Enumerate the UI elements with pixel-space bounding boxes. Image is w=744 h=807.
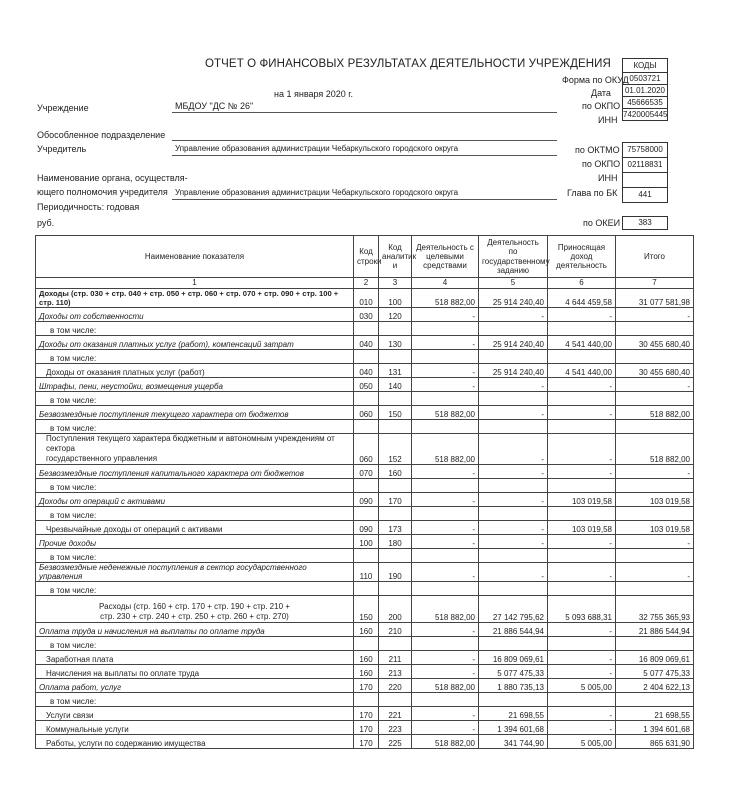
row-name: Доходы (стр. 030 + стр. 040 + стр. 050 + стр. 060 + стр. 070 + стр. 090 + стр. 100 + стр. 110) bbox=[36, 289, 354, 308]
row-targeted: 518 882,00 bbox=[412, 406, 479, 420]
row-targeted bbox=[412, 392, 479, 406]
table-row bbox=[36, 549, 694, 563]
table-row bbox=[36, 679, 694, 693]
row-name-line: государственного управления bbox=[46, 454, 158, 463]
row-total: - bbox=[616, 465, 694, 479]
row-analytic-code bbox=[379, 507, 412, 521]
row-income bbox=[548, 582, 616, 596]
table-row bbox=[36, 721, 694, 735]
row-name: Оплата работ, услуг bbox=[36, 679, 354, 693]
row-income: 4 541 440,00 bbox=[548, 364, 616, 378]
table-row bbox=[36, 493, 694, 507]
row-income bbox=[548, 350, 616, 364]
row-code: 170 bbox=[354, 735, 379, 749]
row-analytic-code bbox=[379, 322, 412, 336]
row-name: Безвозмездные неденежные поступления в сектор государственного управления bbox=[36, 563, 354, 582]
row-targeted bbox=[412, 420, 479, 434]
row-state: 25 914 240,40 bbox=[479, 364, 548, 378]
table-row bbox=[36, 637, 694, 651]
row-total: 518 882,00 bbox=[616, 434, 694, 465]
row-income: - bbox=[548, 406, 616, 420]
code-okpo-1: 45666535 bbox=[623, 97, 667, 109]
row-code bbox=[354, 507, 379, 521]
row-state bbox=[479, 350, 548, 364]
row-code: 160 bbox=[354, 665, 379, 679]
row-targeted bbox=[412, 479, 479, 493]
header-code-analytic: Код аналитик и bbox=[379, 236, 412, 278]
row-name: Штрафы, пени, неустойки, возмещения ущерба bbox=[36, 378, 354, 392]
row-income bbox=[548, 322, 616, 336]
row-total: - bbox=[616, 563, 694, 582]
table-row bbox=[36, 465, 694, 479]
row-name bbox=[36, 596, 354, 623]
row-analytic-code bbox=[379, 582, 412, 596]
row-income: 4 644 459,58 bbox=[548, 289, 616, 308]
row-targeted bbox=[412, 350, 479, 364]
row-state: - bbox=[479, 434, 548, 465]
row-targeted: - bbox=[412, 336, 479, 350]
row-analytic-code bbox=[379, 392, 412, 406]
row-state: 21 886 544,94 bbox=[479, 623, 548, 637]
row-targeted: 518 882,00 bbox=[412, 596, 479, 623]
row-income bbox=[548, 507, 616, 521]
row-state: - bbox=[479, 406, 548, 420]
row-income: - bbox=[548, 623, 616, 637]
row-total: 5 077 475,33 bbox=[616, 665, 694, 679]
row-targeted: - bbox=[412, 378, 479, 392]
row-state bbox=[479, 693, 548, 707]
row-targeted: - bbox=[412, 521, 479, 535]
codes-box-top bbox=[622, 58, 668, 121]
code-oktmo: 75758000 bbox=[623, 143, 667, 158]
row-total: 2 404 622,13 bbox=[616, 679, 694, 693]
row-state bbox=[479, 420, 548, 434]
row-total bbox=[616, 507, 694, 521]
row-total: 21 698,55 bbox=[616, 707, 694, 721]
header-income: Приносящая доход деятельность bbox=[548, 236, 616, 278]
table-row bbox=[36, 707, 694, 721]
header-name: Наименование показателя bbox=[36, 236, 354, 278]
row-income bbox=[548, 420, 616, 434]
row-targeted bbox=[412, 507, 479, 521]
financial-results-table bbox=[35, 235, 694, 749]
row-targeted: - bbox=[412, 721, 479, 735]
row-state bbox=[479, 582, 548, 596]
row-total bbox=[616, 420, 694, 434]
row-state: - bbox=[479, 493, 548, 507]
report-title: ОТЧЕТ О ФИНАНСОВЫХ РЕЗУЛЬТАТАХ ДЕЯТЕЛЬНОСТИ УЧРЕЖДЕНИЯ bbox=[205, 58, 611, 70]
row-targeted: - bbox=[412, 465, 479, 479]
row-total: 865 631,90 bbox=[616, 735, 694, 749]
row-targeted: 518 882,00 bbox=[412, 735, 479, 749]
row-targeted bbox=[412, 322, 479, 336]
row-targeted bbox=[412, 637, 479, 651]
row-state bbox=[479, 392, 548, 406]
row-income: - bbox=[548, 665, 616, 679]
row-name: в том числе: bbox=[36, 392, 354, 406]
row-income: - bbox=[548, 707, 616, 721]
row-analytic-code bbox=[379, 549, 412, 563]
row-total: - bbox=[616, 535, 694, 549]
label-institution: Учреждение bbox=[37, 103, 89, 113]
code-label-okpo-2: по ОКПО bbox=[582, 159, 621, 169]
row-state: 21 698,55 bbox=[479, 707, 548, 721]
row-name bbox=[36, 434, 354, 465]
code-label-okei: по ОКЕИ bbox=[583, 218, 621, 228]
code-label-bk: Глава по БК bbox=[567, 188, 618, 198]
code-inn-1: 7420005445 bbox=[623, 110, 668, 119]
row-name: Коммунальные услуги bbox=[36, 721, 354, 735]
row-name: Оплата труда и начисления на выплаты по оплате труда bbox=[36, 623, 354, 637]
row-total: 30 455 680,40 bbox=[616, 336, 694, 350]
row-name: Услуги связи bbox=[36, 707, 354, 721]
table-row bbox=[36, 507, 694, 521]
row-analytic-code: 190 bbox=[379, 563, 412, 582]
row-state bbox=[479, 549, 548, 563]
row-total: 16 809 069,61 bbox=[616, 651, 694, 665]
row-name: в том числе: bbox=[36, 479, 354, 493]
row-analytic-code: 221 bbox=[379, 707, 412, 721]
row-name: Безвозмездные поступления текущего характера от бюджетов bbox=[36, 406, 354, 420]
code-okei: 383 bbox=[638, 218, 652, 227]
col-number: 1 bbox=[36, 278, 354, 289]
col-number: 4 bbox=[412, 278, 479, 289]
label-unit: руб. bbox=[37, 218, 55, 228]
table-row bbox=[36, 322, 694, 336]
row-code bbox=[354, 322, 379, 336]
row-name: Безвозмездные поступления капитального характера от бюджетов bbox=[36, 465, 354, 479]
codes-box-okei bbox=[622, 216, 668, 230]
code-okpo-2: 02118831 bbox=[623, 158, 667, 173]
row-name: Прочие доходы bbox=[36, 535, 354, 549]
row-analytic-code: 150 bbox=[379, 406, 412, 420]
row-total: 1 394 601,68 bbox=[616, 721, 694, 735]
row-income bbox=[548, 693, 616, 707]
label-authority-2: ющего полномочия учредителя bbox=[37, 187, 168, 197]
row-state: 25 914 240,40 bbox=[479, 336, 548, 350]
table-row bbox=[36, 596, 694, 623]
table-body bbox=[36, 289, 694, 749]
row-targeted: 518 882,00 bbox=[412, 434, 479, 465]
row-code bbox=[354, 549, 379, 563]
row-state: - bbox=[479, 521, 548, 535]
row-total: 30 455 680,40 bbox=[616, 364, 694, 378]
table-row bbox=[36, 651, 694, 665]
row-total bbox=[616, 693, 694, 707]
row-name: в том числе: bbox=[36, 322, 354, 336]
row-code: 040 bbox=[354, 364, 379, 378]
row-income: - bbox=[548, 651, 616, 665]
row-name: Доходы от собственности bbox=[36, 308, 354, 322]
row-targeted bbox=[412, 582, 479, 596]
row-targeted: 518 882,00 bbox=[412, 679, 479, 693]
row-analytic-code: 173 bbox=[379, 521, 412, 535]
row-analytic-code bbox=[379, 693, 412, 707]
row-analytic-code: 120 bbox=[379, 308, 412, 322]
row-code bbox=[354, 637, 379, 651]
row-name: Заработная плата bbox=[36, 651, 354, 665]
row-analytic-code: 213 bbox=[379, 665, 412, 679]
row-analytic-code: 180 bbox=[379, 535, 412, 549]
row-state: - bbox=[479, 465, 548, 479]
row-analytic-code bbox=[379, 350, 412, 364]
row-targeted: - bbox=[412, 651, 479, 665]
row-state: - bbox=[479, 378, 548, 392]
row-analytic-code: 100 bbox=[379, 289, 412, 308]
row-income: - bbox=[548, 434, 616, 465]
row-code: 050 bbox=[354, 378, 379, 392]
row-total: - bbox=[616, 378, 694, 392]
row-total: - bbox=[616, 308, 694, 322]
report-date: на 1 января 2020 г. bbox=[274, 89, 353, 99]
row-state: 1 880 735,13 bbox=[479, 679, 548, 693]
table-row bbox=[36, 364, 694, 378]
col-number: 3 bbox=[379, 278, 412, 289]
row-analytic-code: 160 bbox=[379, 465, 412, 479]
row-targeted: - bbox=[412, 308, 479, 322]
row-income bbox=[548, 392, 616, 406]
row-income bbox=[548, 549, 616, 563]
row-income: 4 541 440,00 bbox=[548, 336, 616, 350]
row-code bbox=[354, 693, 379, 707]
row-state: 27 142 795,62 bbox=[479, 596, 548, 623]
row-total bbox=[616, 582, 694, 596]
row-total: 518 882,00 bbox=[616, 406, 694, 420]
row-name: Начисления на выплаты по оплате труда bbox=[36, 665, 354, 679]
row-name: в том числе: bbox=[36, 549, 354, 563]
row-state: 1 394 601,68 bbox=[479, 721, 548, 735]
row-name: в том числе: bbox=[36, 507, 354, 521]
row-analytic-code: 130 bbox=[379, 336, 412, 350]
row-code: 170 bbox=[354, 707, 379, 721]
code-label-date: Дата bbox=[591, 88, 611, 98]
row-name: в том числе: bbox=[36, 350, 354, 364]
row-analytic-code: 211 bbox=[379, 651, 412, 665]
row-analytic-code bbox=[379, 479, 412, 493]
row-name-line: Поступления текущего характера бюджетным и автономным учреждениям от сектора bbox=[46, 434, 335, 453]
row-name-line: стр. 230 + стр. 240 + стр. 250 + стр. 260 + стр. 270) bbox=[100, 612, 289, 621]
row-code bbox=[354, 392, 379, 406]
row-income: - bbox=[548, 308, 616, 322]
row-analytic-code: 152 bbox=[379, 434, 412, 465]
code-inn-2 bbox=[623, 173, 667, 188]
row-state: - bbox=[479, 535, 548, 549]
row-code: 150 bbox=[354, 596, 379, 623]
row-state: 5 077 475,33 bbox=[479, 665, 548, 679]
row-state: - bbox=[479, 563, 548, 582]
row-targeted bbox=[412, 693, 479, 707]
code-label-inn-1: ИНН bbox=[598, 115, 618, 125]
code-date: 01.01.2020 bbox=[624, 86, 666, 95]
table-row bbox=[36, 735, 694, 749]
row-name: в том числе: bbox=[36, 420, 354, 434]
code-label-inn-2: ИНН bbox=[598, 173, 618, 183]
col-number: 6 bbox=[548, 278, 616, 289]
row-analytic-code bbox=[379, 637, 412, 651]
row-code: 160 bbox=[354, 651, 379, 665]
value-institution: МБДОУ "ДС № 26" bbox=[175, 101, 254, 111]
table-row bbox=[36, 392, 694, 406]
row-name: Доходы от оказания платных услуг (работ), компенсаций затрат bbox=[36, 336, 354, 350]
table-row bbox=[36, 289, 694, 308]
row-name: Чрезвычайные доходы от операций с активами bbox=[36, 521, 354, 535]
row-state: 16 809 069,61 bbox=[479, 651, 548, 665]
row-targeted: - bbox=[412, 364, 479, 378]
label-founder: Учредитель bbox=[37, 144, 87, 154]
row-code: 030 bbox=[354, 308, 379, 322]
table-row bbox=[36, 479, 694, 493]
table-row bbox=[36, 623, 694, 637]
row-code: 170 bbox=[354, 679, 379, 693]
table-row bbox=[36, 693, 694, 707]
table-row bbox=[36, 308, 694, 322]
row-targeted: - bbox=[412, 707, 479, 721]
row-income: - bbox=[548, 563, 616, 582]
row-analytic-code: 220 bbox=[379, 679, 412, 693]
codes-box-middle bbox=[622, 142, 668, 203]
row-targeted: - bbox=[412, 563, 479, 582]
row-state: - bbox=[479, 308, 548, 322]
row-income: 103 019,58 bbox=[548, 493, 616, 507]
code-label-okud: Форма по ОКУД bbox=[562, 75, 629, 85]
code-label-oktmo: по ОКТМО bbox=[575, 145, 620, 155]
row-income: - bbox=[548, 535, 616, 549]
row-code: 010 bbox=[354, 289, 379, 308]
codes-title: КОДЫ bbox=[623, 59, 667, 73]
row-code: 090 bbox=[354, 493, 379, 507]
table-row bbox=[36, 434, 694, 465]
row-income: - bbox=[548, 465, 616, 479]
row-code: 100 bbox=[354, 535, 379, 549]
row-analytic-code: 131 bbox=[379, 364, 412, 378]
table-row bbox=[36, 336, 694, 350]
col-number: 7 bbox=[616, 278, 694, 289]
row-state bbox=[479, 479, 548, 493]
row-code: 090 bbox=[354, 521, 379, 535]
col-number: 5 bbox=[479, 278, 548, 289]
row-name: в том числе: bbox=[36, 637, 354, 651]
row-income: - bbox=[548, 378, 616, 392]
row-name: в том числе: bbox=[36, 693, 354, 707]
row-code: 060 bbox=[354, 406, 379, 420]
table-row bbox=[36, 350, 694, 364]
col-number: 2 bbox=[354, 278, 379, 289]
row-total: 21 886 544,94 bbox=[616, 623, 694, 637]
row-income bbox=[548, 479, 616, 493]
row-targeted: - bbox=[412, 623, 479, 637]
row-name-line: Расходы (стр. 160 + стр. 170 + стр. 190 + стр. 210 + bbox=[99, 602, 290, 611]
row-name: Работы, услуги по содержанию имущества bbox=[36, 735, 354, 749]
row-name: Доходы от операций с активами bbox=[36, 493, 354, 507]
table-row bbox=[36, 563, 694, 582]
label-subdivision: Обособленное подразделение bbox=[37, 130, 166, 140]
column-numbers-row bbox=[36, 278, 694, 289]
row-analytic-code: 140 bbox=[379, 378, 412, 392]
table-row bbox=[36, 420, 694, 434]
row-state bbox=[479, 637, 548, 651]
row-code: 060 bbox=[354, 434, 379, 465]
row-total bbox=[616, 392, 694, 406]
label-periodicity: Периодичность: годовая bbox=[37, 202, 140, 212]
row-code: 070 bbox=[354, 465, 379, 479]
row-income: 5 005,00 bbox=[548, 735, 616, 749]
row-state bbox=[479, 322, 548, 336]
row-total: 103 019,58 bbox=[616, 521, 694, 535]
header-total: Итого bbox=[616, 236, 694, 278]
table-row bbox=[36, 665, 694, 679]
row-targeted bbox=[412, 549, 479, 563]
row-targeted: 518 882,00 bbox=[412, 289, 479, 308]
row-code bbox=[354, 420, 379, 434]
header-code-row: Код строки bbox=[354, 236, 379, 278]
row-analytic-code: 170 bbox=[379, 493, 412, 507]
table-row bbox=[36, 521, 694, 535]
row-targeted: - bbox=[412, 493, 479, 507]
row-targeted: - bbox=[412, 535, 479, 549]
row-analytic-code: 210 bbox=[379, 623, 412, 637]
row-analytic-code: 223 bbox=[379, 721, 412, 735]
row-code: 170 bbox=[354, 721, 379, 735]
table-row bbox=[36, 406, 694, 420]
header-state: Деятельность по государственному заданию bbox=[479, 236, 548, 278]
row-total bbox=[616, 549, 694, 563]
row-analytic-code: 225 bbox=[379, 735, 412, 749]
row-income: 5 093 688,31 bbox=[548, 596, 616, 623]
code-bk: 441 bbox=[638, 190, 652, 199]
code-okud: 0503721 bbox=[623, 73, 667, 85]
row-total bbox=[616, 637, 694, 651]
row-code: 160 bbox=[354, 623, 379, 637]
row-code bbox=[354, 582, 379, 596]
row-income: - bbox=[548, 721, 616, 735]
row-analytic-code bbox=[379, 420, 412, 434]
row-income: 103 019,58 bbox=[548, 521, 616, 535]
row-total: 32 755 365,93 bbox=[616, 596, 694, 623]
header-targeted: Деятельность с целевыми средствами bbox=[412, 236, 479, 278]
row-income: 5 005,00 bbox=[548, 679, 616, 693]
label-authority-1: Наименование органа, осуществля- bbox=[37, 173, 188, 183]
row-total bbox=[616, 479, 694, 493]
row-code: 040 bbox=[354, 336, 379, 350]
row-code bbox=[354, 479, 379, 493]
row-name: Доходы от оказания платных услуг (работ) bbox=[36, 364, 354, 378]
value-authority: Управление образования администрации Чебаркульского городского округа bbox=[175, 188, 459, 197]
table-row bbox=[36, 535, 694, 549]
row-code: 110 bbox=[354, 563, 379, 582]
row-total bbox=[616, 322, 694, 336]
row-code bbox=[354, 350, 379, 364]
table-row bbox=[36, 582, 694, 596]
row-targeted: - bbox=[412, 665, 479, 679]
row-state: 341 744,90 bbox=[479, 735, 548, 749]
table-row bbox=[36, 378, 694, 392]
value-founder: Управление образования администрации Чебаркульского городского округа bbox=[175, 144, 459, 153]
row-total: 31 077 581,98 bbox=[616, 289, 694, 308]
row-total bbox=[616, 350, 694, 364]
row-income bbox=[548, 637, 616, 651]
code-label-okpo-1: по ОКПО bbox=[582, 101, 621, 111]
row-analytic-code: 200 bbox=[379, 596, 412, 623]
row-state bbox=[479, 507, 548, 521]
row-name: в том числе: bbox=[36, 582, 354, 596]
row-state: 25 914 240,40 bbox=[479, 289, 548, 308]
row-total: 103 019,58 bbox=[616, 493, 694, 507]
